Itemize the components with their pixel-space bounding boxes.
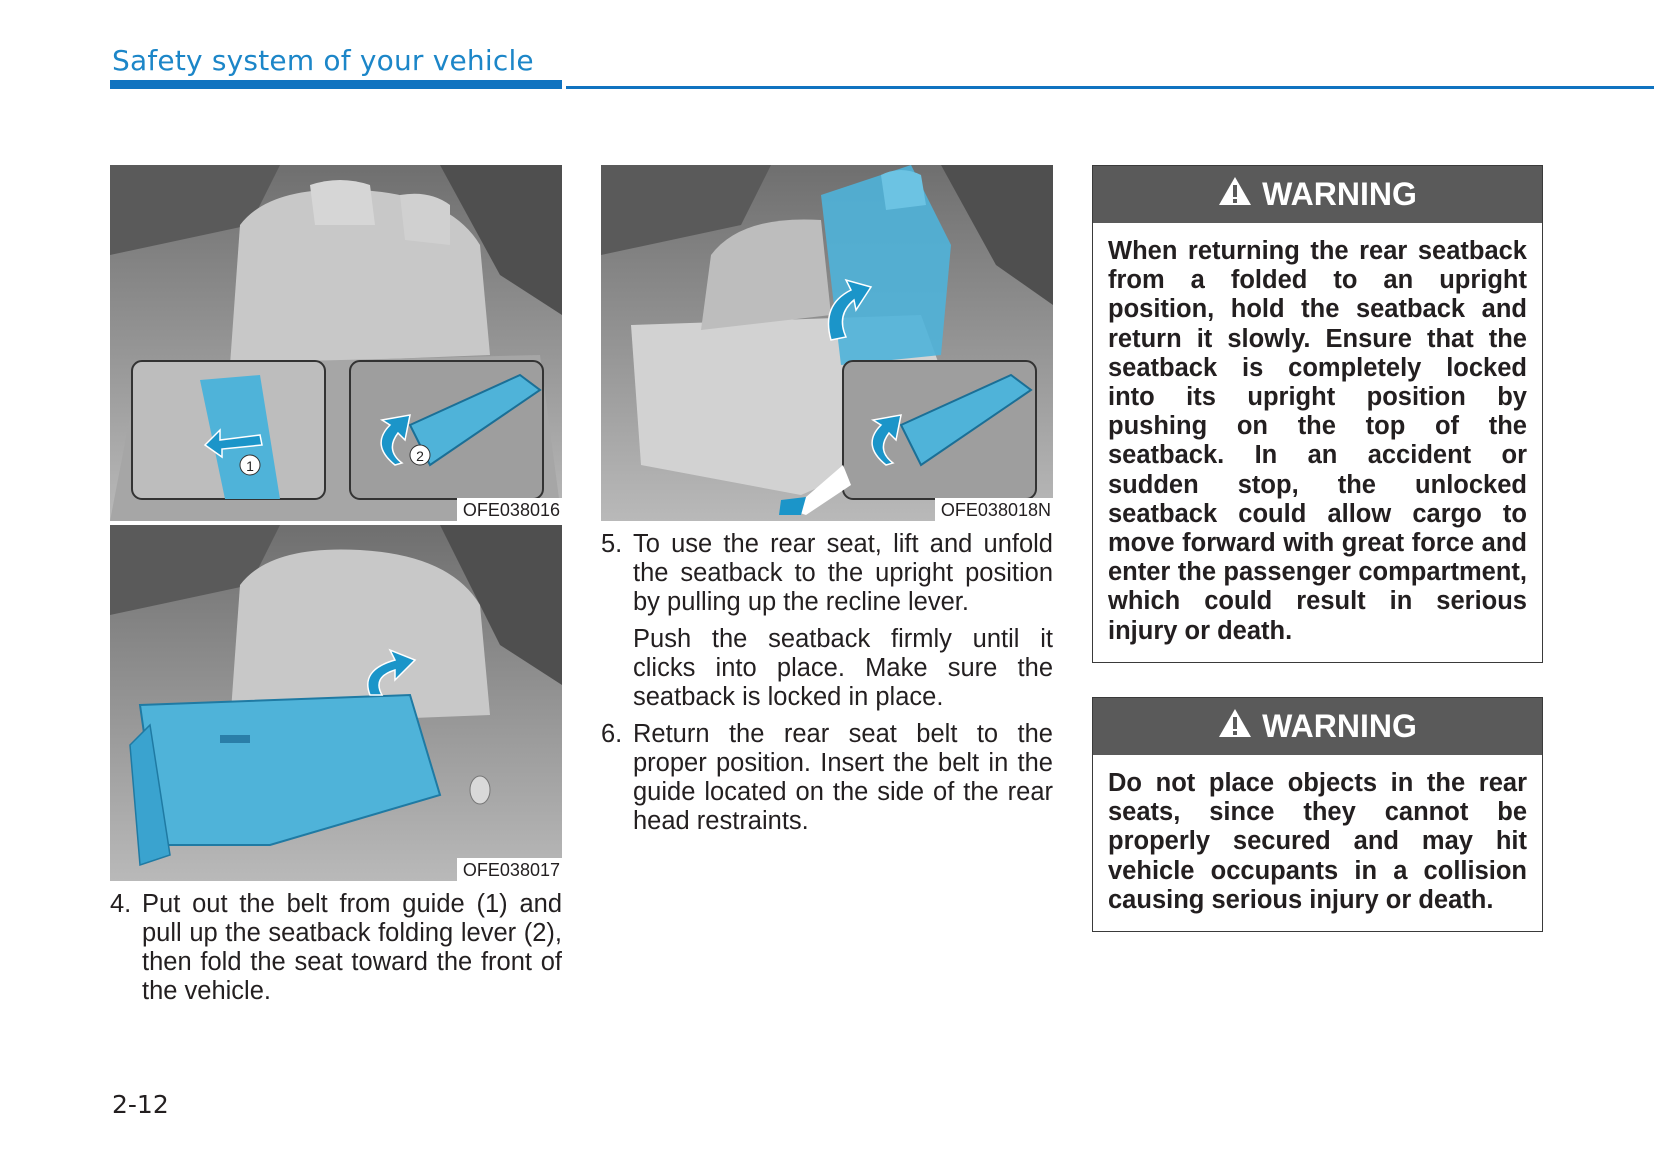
section-title: Safety system of your vehicle xyxy=(112,44,534,77)
figure-folded-seat xyxy=(110,525,562,881)
warning-header xyxy=(1093,698,1542,755)
warning-triangle-icon xyxy=(1218,708,1252,746)
step-number: 4. xyxy=(110,890,132,918)
folded-seat-illustration xyxy=(110,525,562,881)
warning-title: WARNING xyxy=(1262,176,1417,212)
step-number: 5. xyxy=(601,530,623,558)
warning-box-2 xyxy=(1092,697,1543,932)
callout-2: 2 xyxy=(416,448,424,464)
unfold-illustration xyxy=(601,165,1053,521)
callout-1: 1 xyxy=(246,458,254,474)
warning-box-1 xyxy=(1092,165,1543,663)
step-extra-text: Push the seatback firmly until it clicks into place. Make sure the seatback is locked in place. xyxy=(633,625,1053,711)
figure-code: OFE038018N xyxy=(935,498,1053,521)
warning-text: When returning the rear seatback from a folded to an upright position, hold the seatback and return it slowly. Ensure that the seatback is completely locked into its upright position by pushing on the top of the seatback. In an accident or sudden stop, the unlocked seatback could allow cargo to move forward with great force and enter the passenger compartment, which could result in serious injury or death. xyxy=(1108,237,1527,645)
figure-fold-lever xyxy=(110,165,562,521)
header-rule-thin xyxy=(566,86,1654,89)
figure-code: OFE038016 xyxy=(457,498,562,521)
warning-text: Do not place objects in the rear seats, since they cannot be properly secured and may hit vehicle occupants in a collision causing serious injury or death. xyxy=(1108,769,1527,914)
step-5 xyxy=(601,530,1053,712)
warning-triangle-icon xyxy=(1218,176,1252,214)
step-text: To use the rear seat, lift and unfold the seatback to the upright position by pulling up the recline lever. xyxy=(633,530,1053,616)
step-number: 6. xyxy=(601,720,623,748)
step-4 xyxy=(110,890,562,1006)
seat-illustration xyxy=(110,165,562,521)
step-text: Return the rear seat belt to the proper position. Insert the belt in the guide located on the side of the rear head restraints. xyxy=(633,720,1053,835)
warning-title: WARNING xyxy=(1262,708,1417,744)
header-rule-thick xyxy=(110,80,562,89)
figure-code: OFE038017 xyxy=(457,858,562,881)
page-number: 2-12 xyxy=(112,1090,169,1119)
step-text: Put out the belt from guide (1) and pull up the seatback folding lever (2), then fold the seat toward the front of the vehicle. xyxy=(142,890,562,1005)
step-6 xyxy=(601,720,1053,836)
warning-header xyxy=(1093,166,1542,223)
figure-unfold-seatback xyxy=(601,165,1053,521)
